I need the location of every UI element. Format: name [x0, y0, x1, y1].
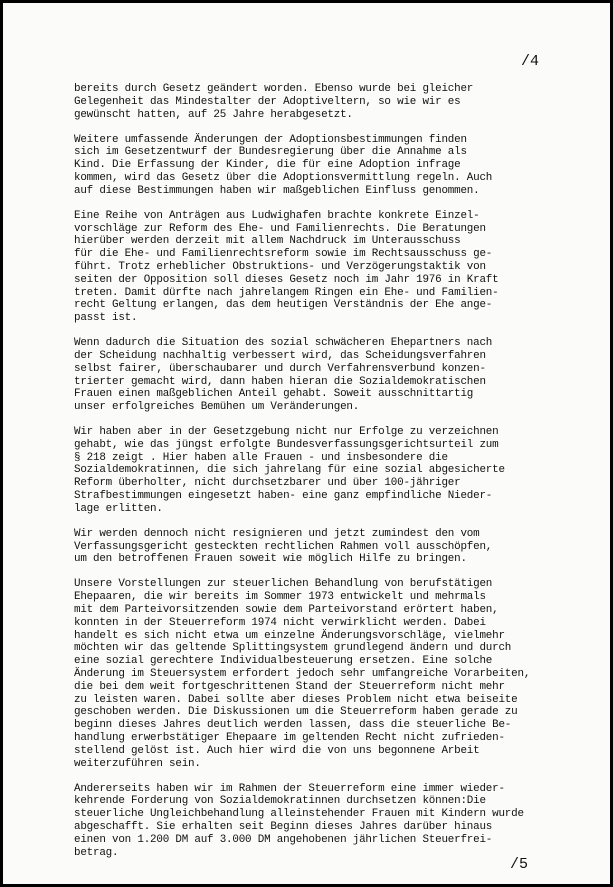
text-line: Sozialdemokratinnen, die sich jahrelang für eine sozial abgesicherte — [74, 464, 505, 477]
paragraph — [74, 426, 594, 516]
text-line: Strafbestimmungen eingesetzt haben- eine ganz empfindliche Nieder- — [74, 490, 493, 503]
paragraph — [74, 578, 594, 770]
text-line: bereits durch Gesetz geändert worden. Ebenso wurde bei gleicher — [74, 83, 474, 95]
paragraph — [74, 210, 594, 325]
text-line: möchten wir das geltende Splittingsystem grundlegend ändern und durch — [74, 642, 512, 655]
text-line: sich im Gesetzentwurf der Bundesregierung über die Annahme als — [74, 146, 467, 159]
text-line: steuerliche Ungleichbehandlung alleinstehender Frauen mit Kindern wurde — [74, 808, 524, 821]
text-line: unser erfolgreiches Bemühen um Veränderungen. — [74, 401, 360, 414]
text-line: Weitere umfassende Änderungen der Adoptionsbestimmungen finden — [74, 133, 467, 146]
text-line: Änderung im Steuersystem erfordert jedoch sehr umfangreiche Vorarbeiten, — [74, 668, 531, 680]
text-line: vorschläge zur Reform des Ehe- und Familienrechts. Die Beratungen — [74, 222, 486, 235]
text-line: für die Ehe- und Familienrechtsreform sowie im Rechtsausschuss ge- — [74, 248, 493, 261]
document-body — [74, 83, 594, 872]
text-line: gewünscht hatten, auf 25 Jahre herabgesetzt. — [74, 108, 353, 121]
text-line: selbst fairer, überschaubarer und durch Verfahrensverbund konzen- — [74, 362, 486, 375]
text-line: lage erlitten. — [74, 502, 163, 515]
text-line: betrag. — [74, 846, 119, 859]
text-line: Ehepaaren, die wir bereits im Sommer 1973 entwickelt und mehrmals — [74, 591, 486, 604]
text-line: handlung erwerbstätiger Ehepaare im geltenden Recht nicht zufrieden- — [74, 731, 505, 744]
text-line: der Scheidung nachhaltig verbessert wird, das Scheidungsverfahren — [74, 349, 486, 362]
text-line: auf diese Bestimmungen haben wir maßgeblichen Einfluss genommen. — [74, 184, 480, 197]
text-line: Eine Reihe von Anträgen aus Ludwighafen brachte konkrete Einzel- — [74, 209, 480, 222]
text-line: treten. Damit dürfte nach jahrelangem Ringen ein Ehe- und Familien- — [74, 286, 499, 299]
text-line: einen von 1.200 DM auf 3.000 DM angehobenen jährlichen Steuerfrei- — [74, 833, 493, 846]
text-line: Andererseits haben wir im Rahmen der Steuerreform eine immer wieder- — [74, 782, 505, 795]
paragraph — [74, 337, 594, 414]
text-line: die bei dem weit fortgeschrittenen Stand der Steuerreform nicht mehr — [74, 680, 505, 693]
text-line: hierüber werden derzeit mit allem Nachdruck im Unterausschuss — [74, 235, 461, 248]
text-line: Wenn dadurch die Situation des sozial schwächeren Ehepartners nach — [74, 337, 493, 350]
text-line: führt. Trotz erheblicher Obstruktions- und Verzögerungstaktik von — [74, 260, 486, 273]
text-line: kommen, wird das Gesetz über die Adoptionsvermittlung regeln. Auch — [74, 171, 493, 184]
text-line: gehabt, wie das jüngst erfolgte Bundesverfassungsgerichtsurteil zum — [74, 438, 499, 451]
text-line: Kind. Die Erfassung der Kinder, die für eine Adoption infrage — [74, 159, 461, 172]
text-line: § 218 zeigt . Hier haben alle Frauen - und insbesondere die — [74, 451, 448, 464]
page-number-bottom: /5 — [510, 856, 529, 873]
text-line: Verfassungsgericht gesteckten rechtlichen Rahmen voll ausschöpfen, — [74, 540, 493, 553]
page-number-top: /4 — [521, 53, 540, 70]
text-line: Reform überholter, nicht durchsetzbarer und über 100-jähriger — [74, 477, 461, 490]
paragraph — [74, 528, 594, 566]
text-line: Gelegenheit das Mindestalter der Adoptiveltern, so wie wir es — [74, 95, 461, 108]
text-line: kehrende Forderung von Sozialdemokratinnen durchsetzen können:Die — [74, 795, 486, 808]
text-line: abgeschafft. Sie erhalten seit Beginn dieses Jahres darüber hinaus — [74, 820, 493, 833]
text-line: Wir werden dennoch nicht resignieren und jetzt zumindest den vom — [74, 527, 480, 540]
text-line: eine sozial gerechtere Individualbesteuerung ersetzen. Eine solche — [74, 655, 493, 668]
text-line: zu leisten waren. Dabei sollte aber dieses Problem nicht etwa beiseite — [74, 693, 518, 706]
text-line: weiterzuführen sein. — [74, 757, 201, 770]
text-line: handelt es sich nicht etwa um einzelne Änderungsvorschläge, vielmehr — [74, 629, 505, 642]
text-line: um den betroffenen Frauen soweit wie möglich Hilfe zu bringen. — [74, 553, 467, 566]
text-line: beginn dieses Jahres deutlich werden lassen, dass die steuerliche Be- — [74, 719, 512, 732]
text-line: Unsere Vorstellungen zur steuerlichen Behandlung von berufstätigen — [74, 578, 493, 591]
text-line: recht Geltung erlangen, das dem heutigen Verständnis der Ehe ange- — [74, 299, 493, 312]
text-line: mit dem Parteivorsitzenden sowie dem Parteivorstand erörtert haben, — [74, 604, 499, 617]
text-line: Frauen einen maßgeblichen Anteil gehabt. Soweit ausschnittartig — [74, 388, 474, 401]
paragraph — [74, 134, 594, 198]
text-line: stellend gelöst ist. Auch hier wird die von uns begonnene Arbeit — [74, 744, 480, 757]
text-line: geschoben werden. Die Diskussionen um die Steuerreform haben gerade zu — [74, 706, 518, 719]
text-line: passt ist. — [74, 312, 138, 325]
paragraph — [74, 83, 594, 121]
text-line: konnten in der Steuerreform 1974 nicht verwirklicht werden. Dabei — [74, 616, 486, 629]
text-line: trierter gemacht wird, dann haben hieran die Sozialdemokratischen — [74, 375, 486, 388]
text-line: seiten der Opposition soll dieses Gesetz noch im Jahr 1976 in Kraft — [74, 273, 499, 286]
text-line: Wir haben aber in der Gesetzgebung nicht nur Erfolge zu verzeichnen — [74, 426, 499, 439]
paragraph — [74, 783, 594, 860]
